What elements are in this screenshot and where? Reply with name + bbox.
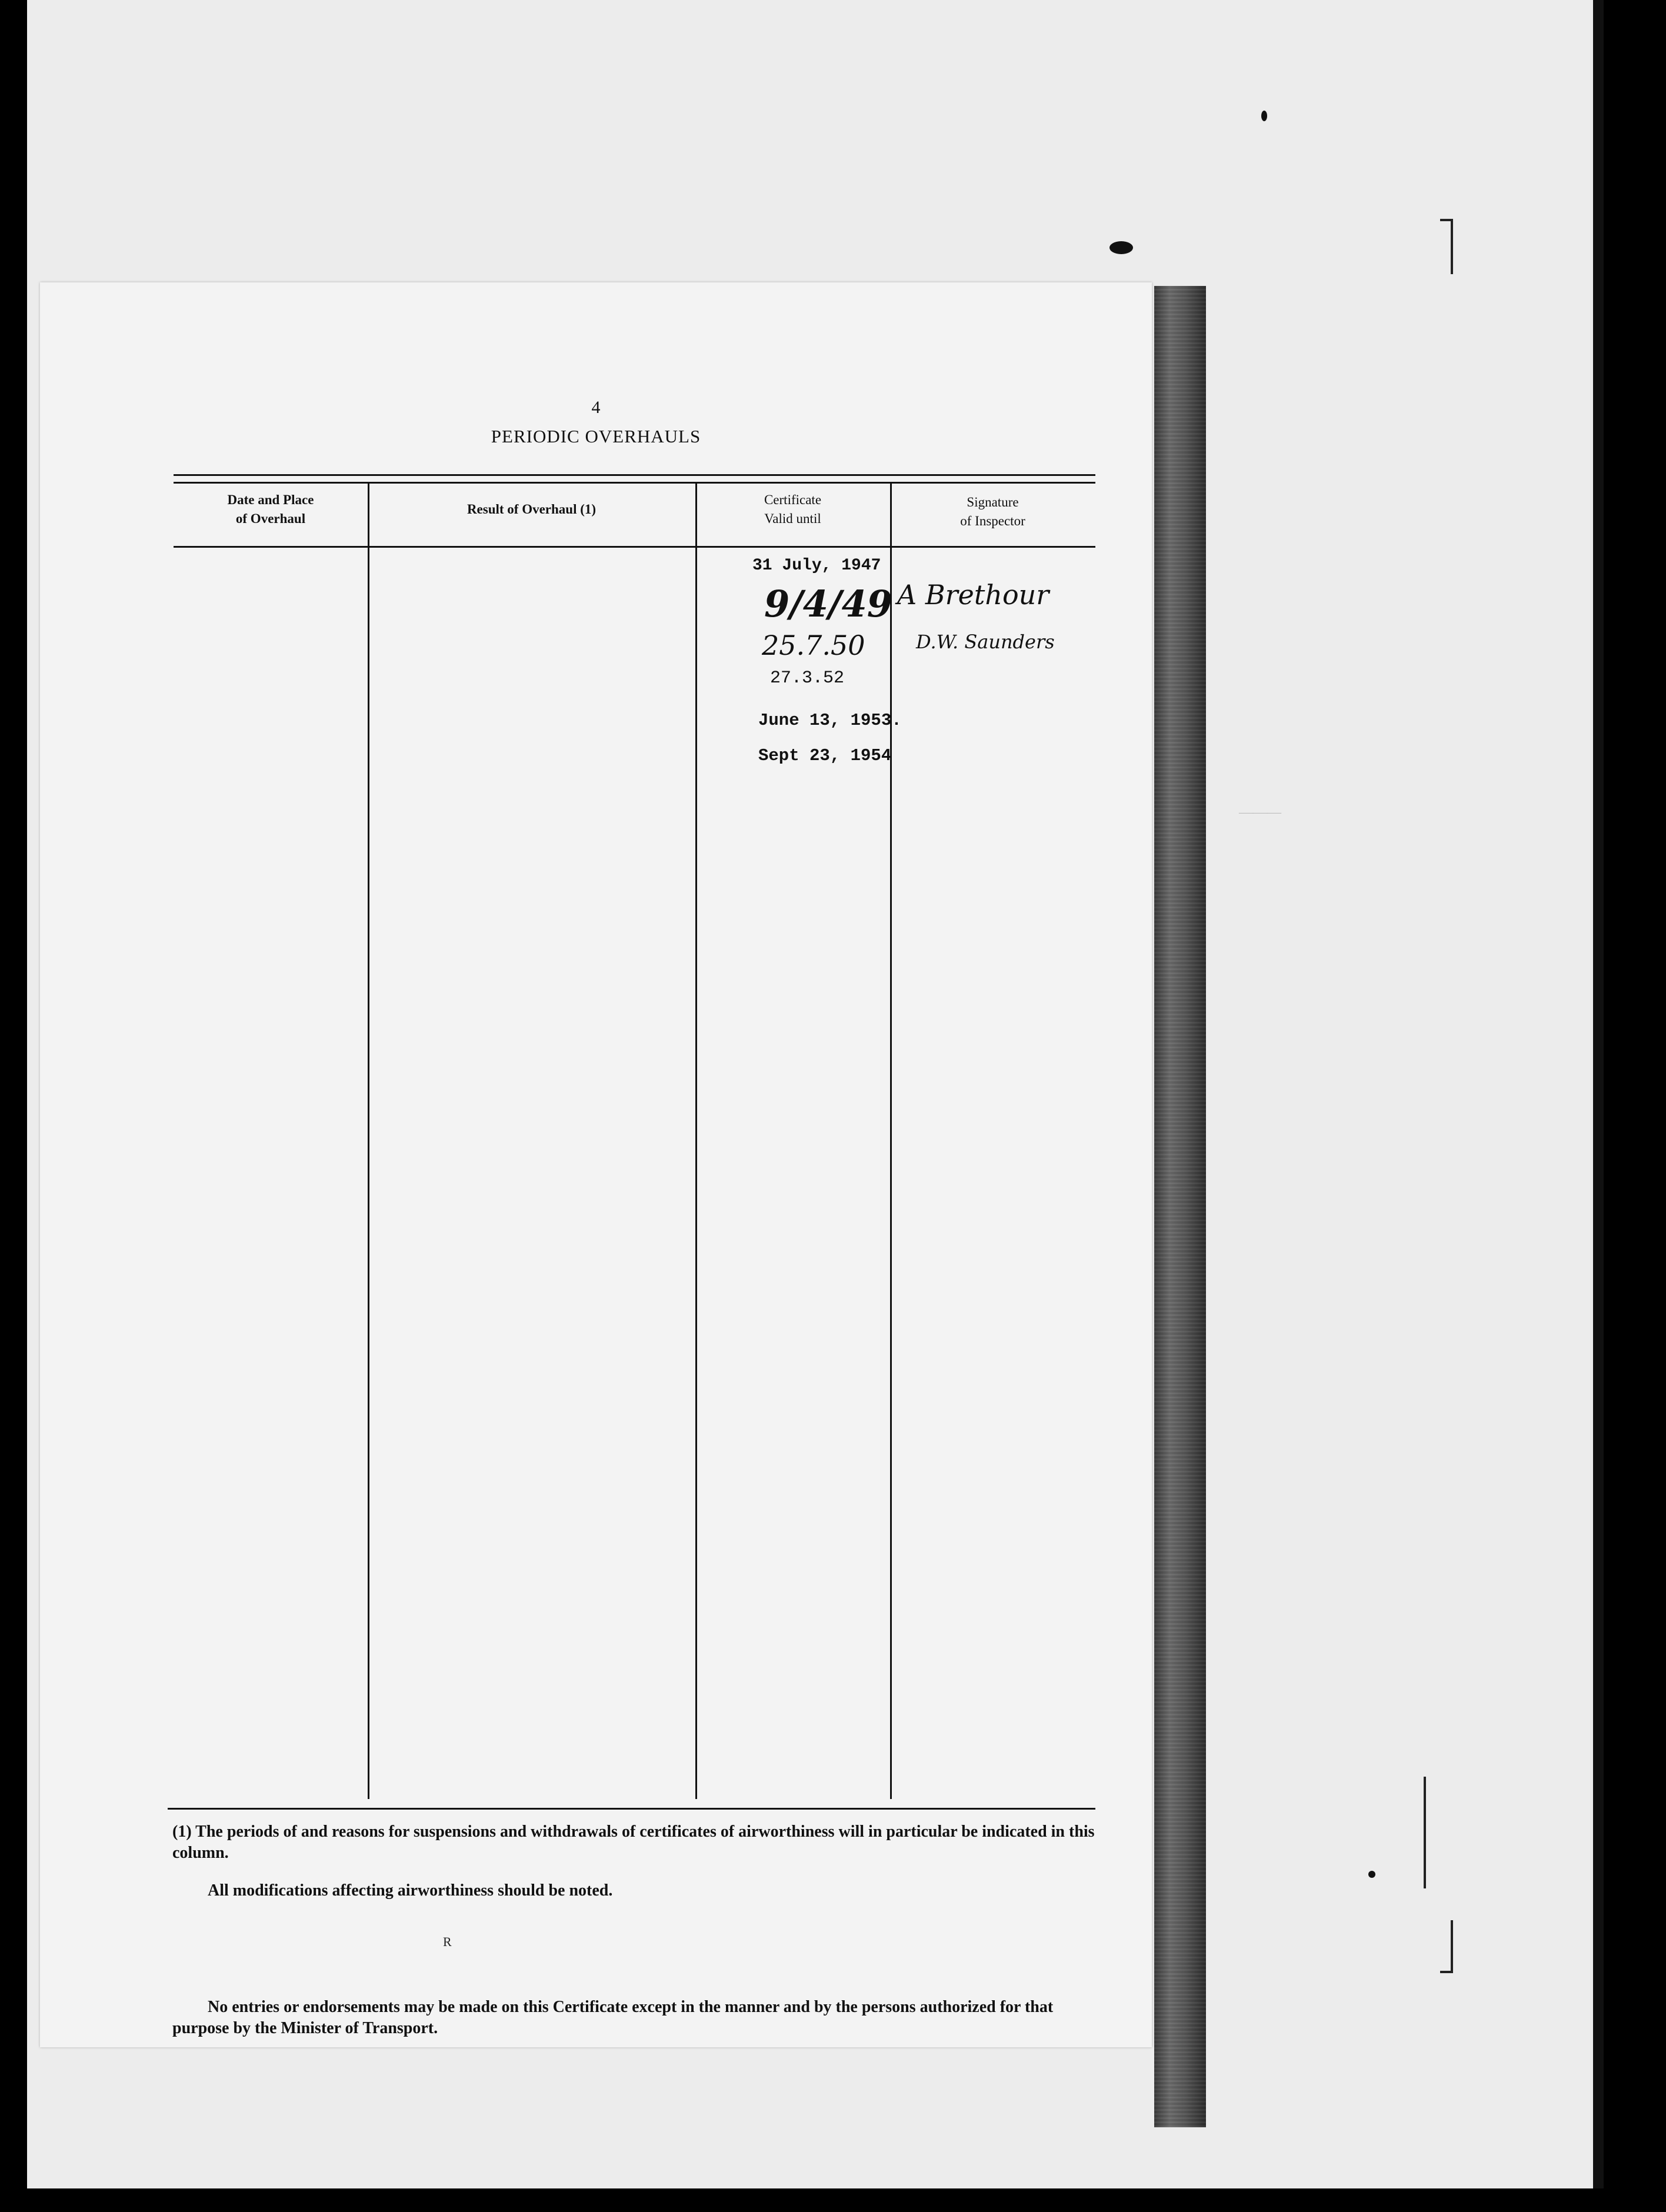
frame-edge [1593,0,1604,2188]
valid-until-entry: June 13, 1953. [758,711,902,730]
header-signature-line1: Signature [967,495,1019,509]
header-signature-line2: of Inspector [960,514,1025,528]
valid-until-entry: 31 July, 1947 [752,557,881,575]
margin-mark: R [443,1934,452,1949]
header-signature [890,493,1095,531]
header-date-place-line1: Date and Place [227,492,314,507]
column-divider [890,482,892,1799]
table-bottom-rule [168,1808,1095,1810]
column-divider [695,482,697,1799]
header-certificate-line1: Certificate [764,492,822,507]
closing-statement: No entries or endorsements may be made on this Certificate except in the manner and by the persons authorized for that purpose by the Minister of Transport. [172,1998,1054,2037]
footnote: (1) The periods of and reasons for suspensions and withdrawals of certificates of airworthiness will in particular be indicated in this column. [172,1823,1095,1862]
binding-strip [1154,286,1206,2127]
header-date-place-line2: of Overhaul [235,511,306,526]
crop-mark [1440,219,1453,274]
speck [1368,1871,1375,1878]
column-divider [368,482,369,1799]
valid-until-entry: 9/4/49 [764,582,892,625]
page-number: 4 [591,398,601,417]
overhaul-table [174,474,1095,1799]
header-date-place [174,491,368,528]
crop-line [1424,1777,1426,1888]
inspector-signature: A Brethour [897,579,1049,611]
modifications-note: All modifications affecting airworthiness should be noted. [208,1881,613,1900]
bleed-through-text: ——— [1239,805,1281,820]
table-top-rule [174,474,1095,484]
valid-until-entry: Sept 23, 1954 [758,746,892,765]
valid-until-entry: 27.3.52 [770,668,845,688]
valid-until-entry: 25.7.50 [762,629,865,661]
paper-tear [1109,241,1133,254]
page-title: PERIODIC OVERHAULS [491,426,701,447]
header-certificate-line2: Valid until [764,511,821,526]
header-rule [174,546,1095,548]
header-certificate [695,491,890,528]
inspector-signature: D.W. Saunders [916,631,1055,653]
speck [1261,111,1267,121]
document-page [40,282,1152,2047]
header-result: Result of Overhaul (1) [467,502,597,517]
crop-mark [1440,1920,1453,1973]
